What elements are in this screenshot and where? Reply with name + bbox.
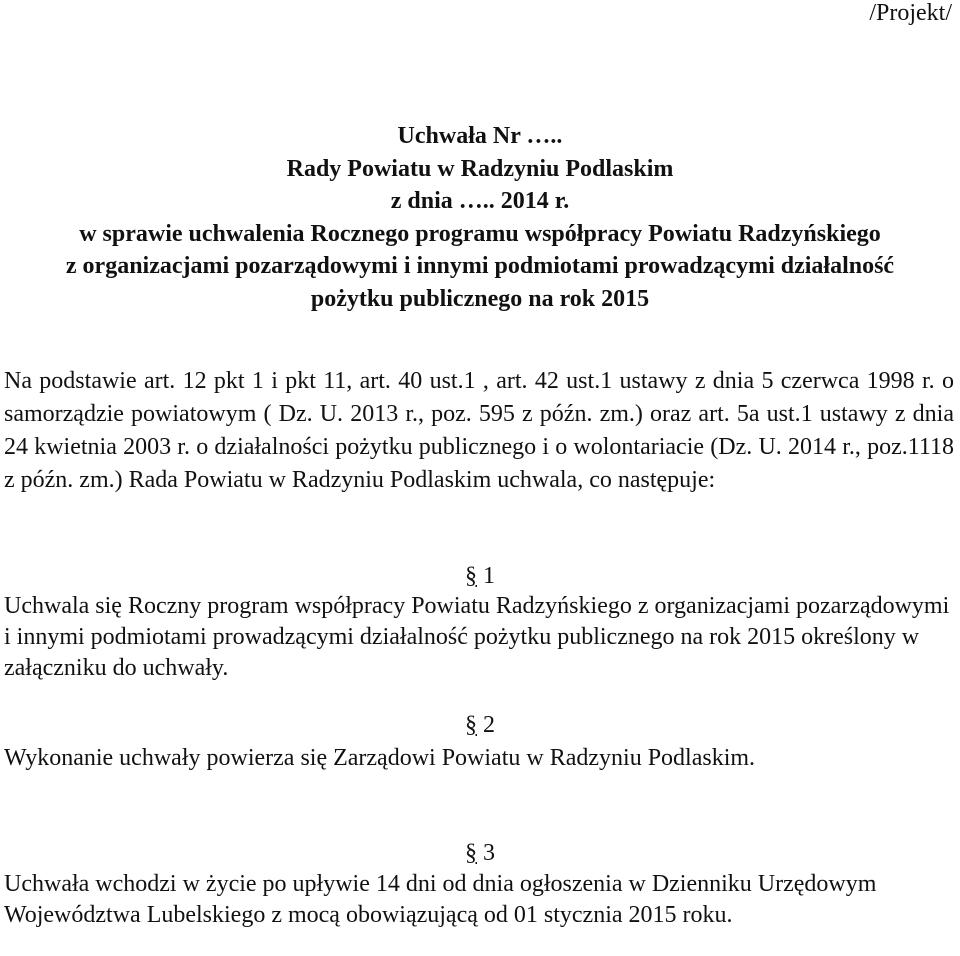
title-line-subject-2: z organizacjami pozarządowymi i innymi podmiotami prowadzącymi działalność bbox=[65, 253, 895, 279]
paragraph-number: 3 bbox=[483, 840, 495, 866]
section-sign: § bbox=[465, 563, 477, 589]
paragraph-2-text: Wykonanie uchwały powierza się Zarządowi Powiatu w Radzyniu Podlaskim. bbox=[4, 745, 756, 771]
paragraph-number: 2 bbox=[483, 712, 495, 738]
section-sign: § bbox=[465, 840, 477, 866]
title-line-council: Rady Powiatu w Radzyniu Podlaskim bbox=[286, 155, 674, 182]
legal-basis-paragraph: Na podstawie art. 12 pkt 1 i pkt 11, art. 40 ust.1 , art. 42 ust.1 ustawy z dnia 5 czerwca 1998 r. o samorządzie powiatowym ( Dz. U. 2013 r., poz. 595 z późn. zm.) oraz art. 5a ust.1 ustawy z dnia 24 kwietnia 2003 r. o działalności pożytku publicznego i o wolontariacie (Dz. U. 2014 r., poz.1118 z późn. zm.) Rada Powiatu w Radzyniu Podlaskim uchwala, co następuje: bbox=[4, 368, 954, 493]
paragraph-1-text: Uchwala się Roczny program współpracy Powiatu Radzyńskiego z organizacjami pozarządowymi i innymi podmiotami prowadzącymi działalność pożytku publicznego na rok 2015 określony w załączniku do uchwały. bbox=[4, 593, 950, 681]
paragraph-number: 1 bbox=[483, 563, 495, 589]
draft-mark: /Projekt/ bbox=[869, 0, 952, 26]
section-sign: § bbox=[465, 712, 477, 738]
paragraph-3-text: Uchwała wchodzi w życie po upływie 14 dni od dnia ogłoszenia w Dzienniku Urzędowym Województwa Lubelskiego z mocą obowiązującą od 01 stycznia 2015 roku. bbox=[4, 871, 877, 928]
paragraph-3-heading bbox=[0, 840, 960, 867]
paragraph-1-heading bbox=[0, 563, 960, 590]
title-line-subject-1: w sprawie uchwalenia Rocznego programu współpracy Powiatu Radzyńskiego bbox=[79, 220, 881, 247]
title-line-subject-3: pożytku publicznego na rok 2015 bbox=[310, 285, 650, 312]
title-line-number: Uchwała Nr ….. bbox=[397, 123, 563, 149]
title-line-date: z dnia ….. 2014 r. bbox=[390, 188, 570, 214]
paragraph-2-heading bbox=[0, 712, 960, 739]
resolution-title bbox=[0, 120, 960, 315]
